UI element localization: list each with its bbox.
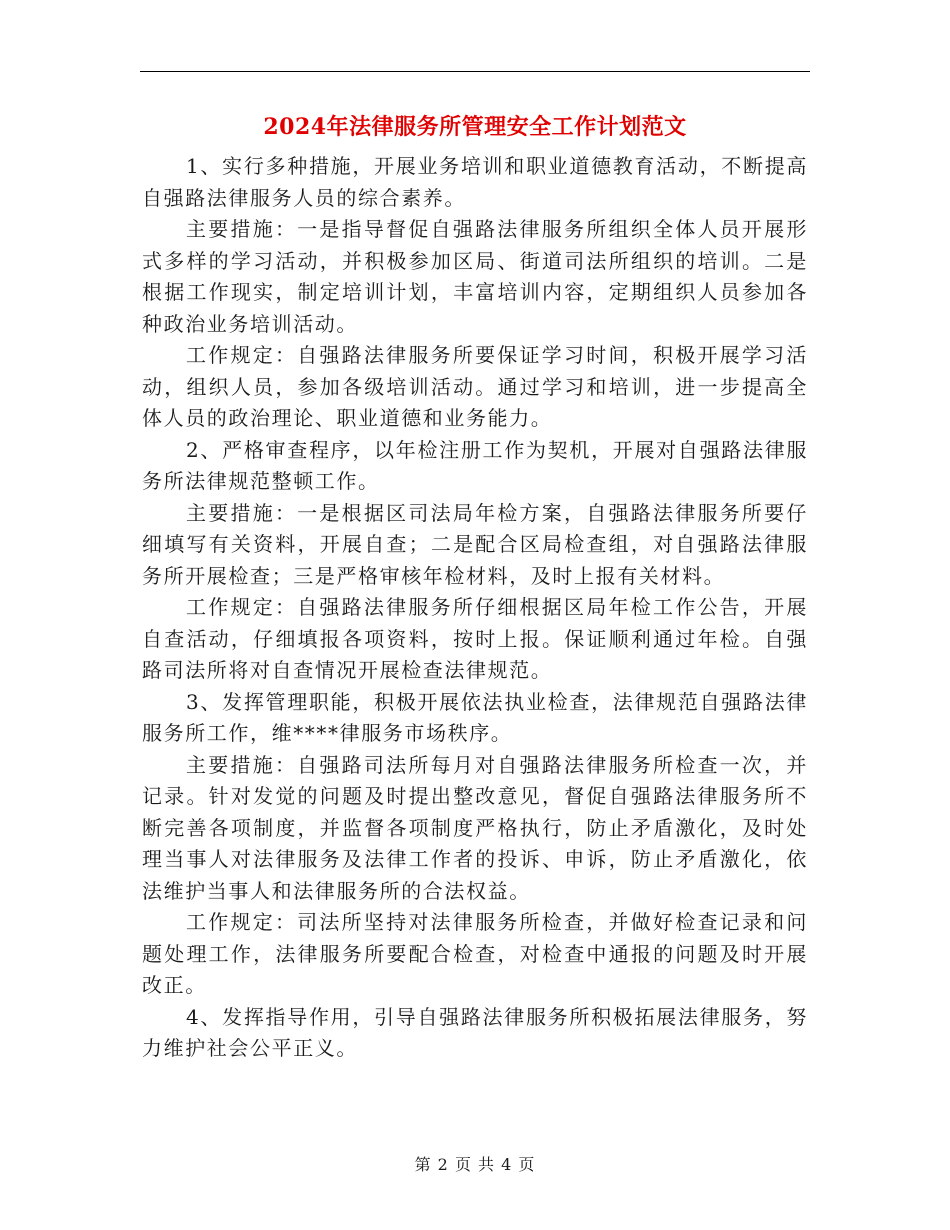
paragraph: 2、严格审查程序，以年检注册工作为契机，开展对自强路法律服务所法律规范整顿工作。 — [142, 437, 808, 493]
paragraph: 主要措施：一是根据区司法局年检方案，自强路法律服务所要仔细填写有关资料，开展自查；二是配合区局检查组，对自强路法律服务所开展检查；三是严格审核年检材料，及时上报有关材料。 — [142, 500, 808, 588]
paragraph: 工作规定：自强路法律服务所要保证学习时间，积极开展学习活动，组织人员，参加各级培训活动。通过学习和培训，进一步提高全体人员的政治理论、职业道德和业务能力。 — [142, 343, 808, 430]
page-number: 第 2 页 共 4 页 — [414, 1155, 536, 1174]
paragraph: 工作规定：自强路法律服务所仔细根据区局年检工作公告，开展自查活动，仔细填报各项资料，按时上报。保证顺利通过年检。自强路司法所将对自查情况开展检查法律规范。 — [142, 595, 808, 682]
document-body — [142, 151, 808, 1065]
paragraph: 3、发挥管理职能，积极开展依法执业检查，法律规范自强路法律服务所工作，维****律服务市场秩序。 — [142, 689, 808, 745]
paragraph: 1、实行多种措施，开展业务培训和职业道德教育活动，不断提高自强路法律服务人员的综合素养。 — [142, 154, 808, 210]
document-title: 2024年法律服务所管理安全工作计划范文 — [263, 114, 687, 140]
paragraph: 4、发挥指导作用，引导自强路法律服务所积极拓展法律服务，努力维护社会公平正义。 — [142, 1004, 808, 1060]
header-rule — [140, 71, 810, 72]
paragraph: 工作规定：司法所坚持对法律服务所检查，并做好检查记录和问题处理工作，法律服务所要配合检查，对检查中通报的问题及时开展改正。 — [142, 910, 808, 997]
paragraph: 主要措施：一是指导督促自强路法律服务所组织全体人员开展形式多样的学习活动，并积极参加区局、街道司法所组织的培训。二是根据工作现实，制定培训计划，丰富培训内容，定期组织人员参加各种政治业务培训活动。 — [142, 217, 808, 336]
paragraph: 主要措施：自强路司法所每月对自强路法律服务所检查一次，并记录。针对发觉的问题及时提出整改意见，督促自强路法律服务所不断完善各项制度，并监督各项制度严格执行，防止矛盾激化，及时处理当事人对法律服务及法律工作者的投诉、申诉，防止矛盾激化，依法维护当事人和法律服务所的合法权益。 — [142, 752, 808, 903]
